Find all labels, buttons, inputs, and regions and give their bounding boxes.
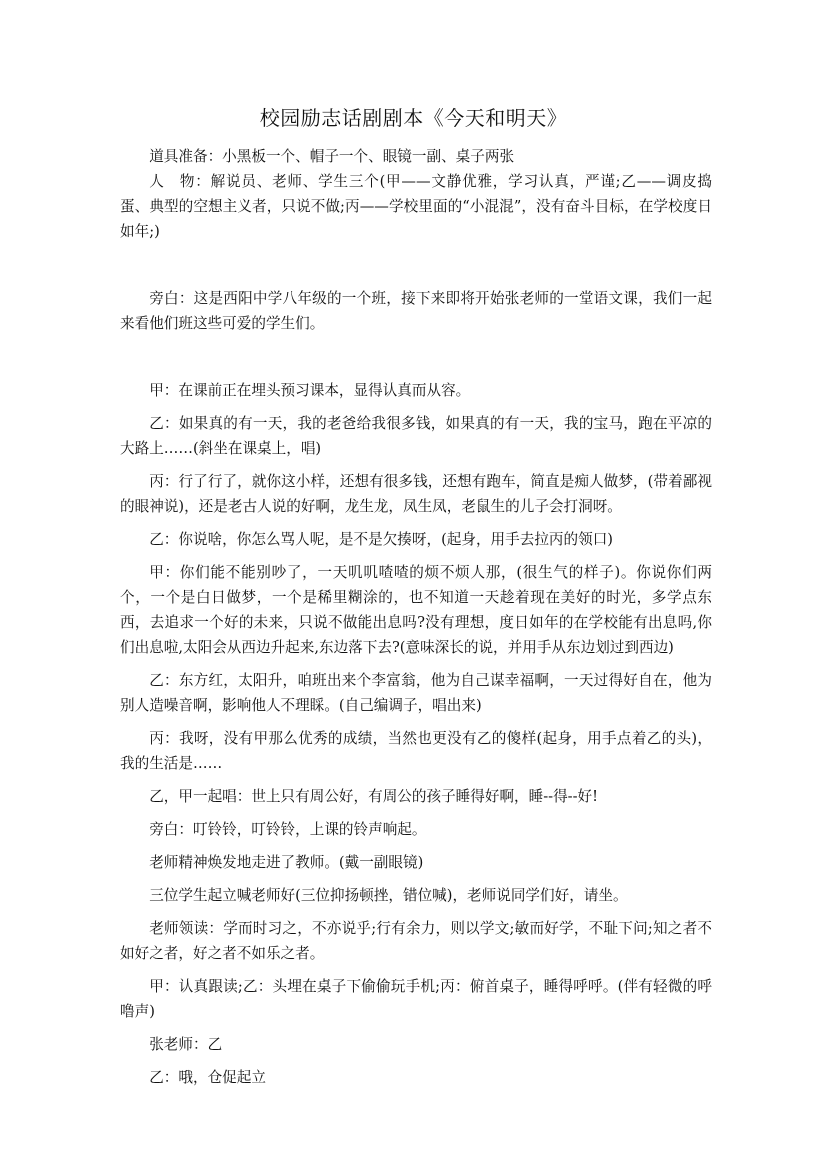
dialogue-paragraph: 老师精神焕发地走进了教师。(戴一副眼镜) (149, 854, 424, 871)
dialogue-paragraph: 乙：哦，仓促起立 (149, 1069, 266, 1086)
dialogue-paragraph: 丙：我呀，没有甲那么优秀的成绩，当然也更没有乙的傻样(起身，用手点着乙的头)，我的生活是…… (120, 730, 712, 772)
dialogue-paragraph: 乙：东方红，太阳升，咱班出来个李富翁，他为自己谋幸福啊，一天过得好自在，他为别人造噪音啊，影响他人不理睬。(自己编调子，唱出来) (120, 672, 712, 714)
props-line: 道具准备：小黑板一个、帽子一个、眼镜一副、桌子两张 (149, 148, 515, 165)
dialogue-paragraph: 张老师：乙 (149, 1036, 223, 1053)
dialogue-paragraph: 甲：你们能不能别吵了，一天叽叽喳喳的烦不烦人那，(很生气的样子)。你说你们两个，一个是白日做梦，一个是稀里糊涂的，也不知道一天趁着现在美好的时光，多学点东西，去追求一个好的未来，只说不做能出息吗?没有理想，度日如年的在学校能有出息吗,你们出息啦,太阳会从西边升起来,东边落下去?(意味深长的说，并用手从东边划过到西边) (120, 564, 712, 656)
dialogue-paragraph: 旁白：叮铃铃，叮铃铃，上课的铃声响起。 (149, 821, 427, 838)
dialogue-paragraph: 乙：你说啥，你怎么骂人呢，是不是欠揍呀，(起身，用手去拉丙的领口) (149, 531, 613, 548)
dialogue-paragraph: 三位学生起立喊老师好(三位抑扬顿挫，错位喊)，老师说同学们好，请坐。 (149, 887, 628, 904)
dialogue-paragraph: 丙：行了行了，就你这小样，还想有很多钱，还想有跑车，简直是痴人做梦，(带着鄙视的眼神说)，还是老古人说的好啊，龙生龙，凤生凤，老鼠生的儿子会打洞呀。 (120, 473, 712, 515)
dialogue-paragraph: 乙：如果真的有一天，我的老爸给我很多钱，如果真的有一天，我的宝马，跑在平凉的大路上……(斜坐在课桌上，唱) (120, 415, 712, 457)
document-body (120, 144, 712, 1090)
dialogue-paragraph: 甲：认真跟读;乙：头埋在桌子下偷偷玩手机;丙：俯首桌子，睡得呼呼。(伴有轻微的呼噜声) (120, 978, 712, 1020)
dialogue-paragraph: 甲：在课前正在埋头预习课本，显得认真而从容。 (149, 382, 471, 399)
dialogue-paragraph: 乙，甲一起唱：世上只有周公好，有周公的孩子睡得好啊，睡--得--好! (149, 788, 598, 805)
narration-paragraph: 旁白：这是西阳中学八年级的一个班，接下来即将开始张老师的一堂语文课，我们一起来看他们班这些可爱的学生们。 (120, 290, 712, 332)
dialogue-paragraph: 老师领读：学而时习之，不亦说乎;行有余力，则以学文;敏而好学，不耻下问;知之者不如好之者，好之者不如乐之者。 (120, 920, 712, 962)
characters-line: 人 物：解说员、老师、学生三个(甲——文静优雅，学习认真，严谨;乙——调皮捣蛋、典型的空想主义者，只说不做;丙——学校里面的“小混混”，没有奋斗目标，在学校度日如年;) (120, 173, 712, 240)
document-title: 校园励志话剧剧本《今天和明天》 (259, 106, 568, 130)
